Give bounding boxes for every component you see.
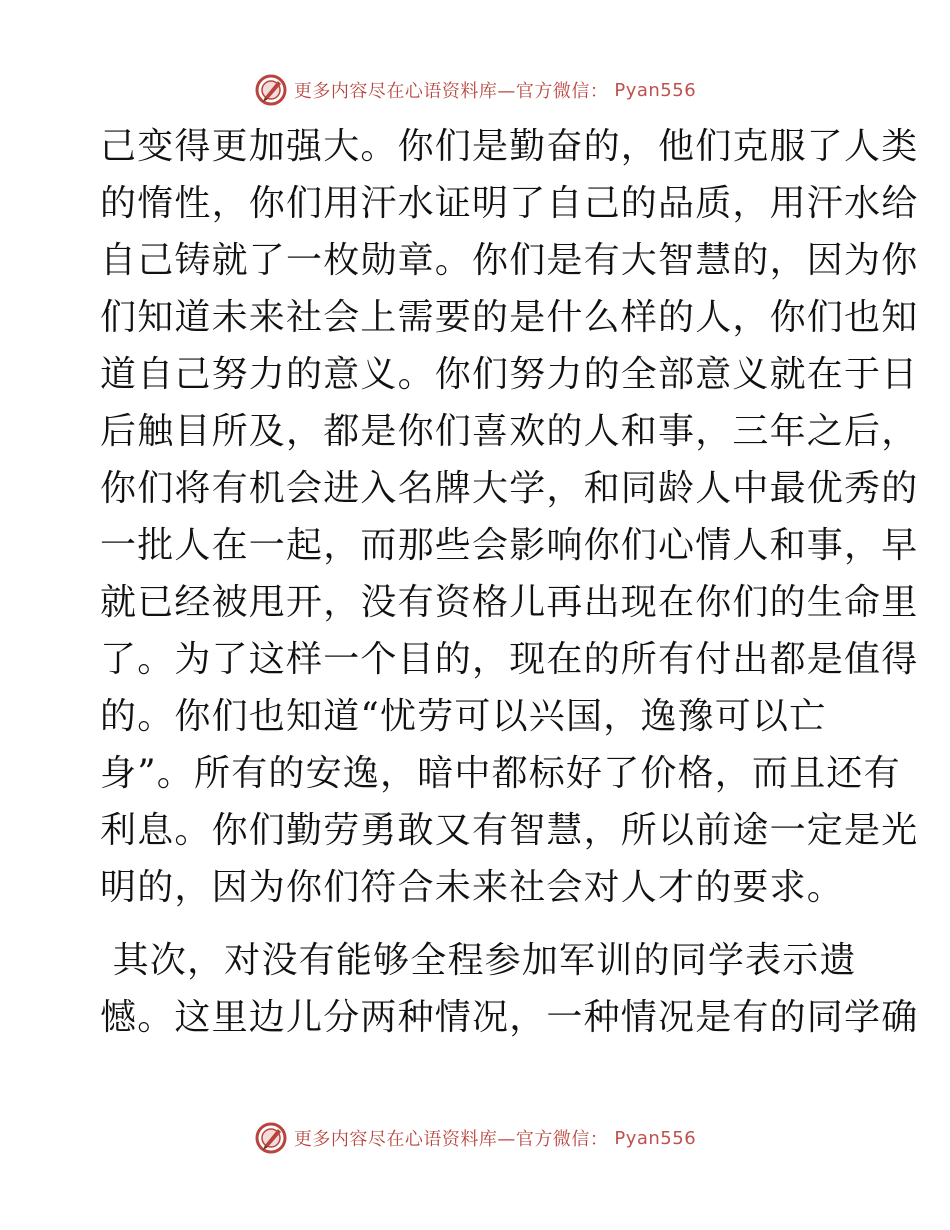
text-line: 你们将有机会进入名牌大学，和同龄人中最优秀的 [100,468,919,509]
footer-banner [0,1118,950,1158]
text-line: 了。为了这样一个目的，现在的所有付出都是值得 [100,639,919,680]
text-line: 就已经被甩开，没有资格儿再出现在你们的生命里 [100,582,919,623]
text-line: 身”。所有的安逸，暗中都标好了价格，而且还有 [100,753,901,794]
footer-slogan: 更多内容尽在心语资料库—官方微信： [293,1129,609,1150]
text-line: 自己铸就了一枚勋章。你们是有大智慧的，因为你 [100,240,919,281]
text-line: 们知道未来社会上需要的是什么样的人，你们也知 [100,297,919,338]
text-line: 利息。你们勤劳勇敢又有智慧，所以前途一定是光 [100,810,919,851]
text-line: 其次，对没有能够全程参加军训的同学表示遗 [100,940,857,981]
footer-wechat-id: Pyan556 [614,1127,697,1149]
logo-icon [254,1121,288,1155]
header-banner [0,70,950,110]
text-line: 憾。这里边儿分两种情况，一种情况是有的同学确 [100,997,919,1038]
text-line: 后触目所及，都是你们喜欢的人和事，三年之后， [100,411,919,452]
text-line: 明的，因为你们符合未来社会对人才的要求。 [100,867,845,908]
text-line: 一批人在一起，而那些会影响你们心情人和事，早 [100,525,919,566]
text-line: 道自己努力的意义。你们努力的全部意义就在于日 [100,354,919,395]
text-line: 的。你们也知道“忧劳可以兴国，逸豫可以亡 [100,696,827,737]
header-slogan: 更多内容尽在心语资料库—官方微信： [293,81,609,102]
text-line: 的惰性，你们用汗水证明了自己的品质，用汗水给 [100,183,919,224]
header-wechat-id: Pyan556 [614,79,697,101]
document-body [100,118,919,1046]
logo-icon [254,73,288,107]
text-line: 己变得更加强大。你们是勤奋的，他们克服了人类 [100,126,919,167]
